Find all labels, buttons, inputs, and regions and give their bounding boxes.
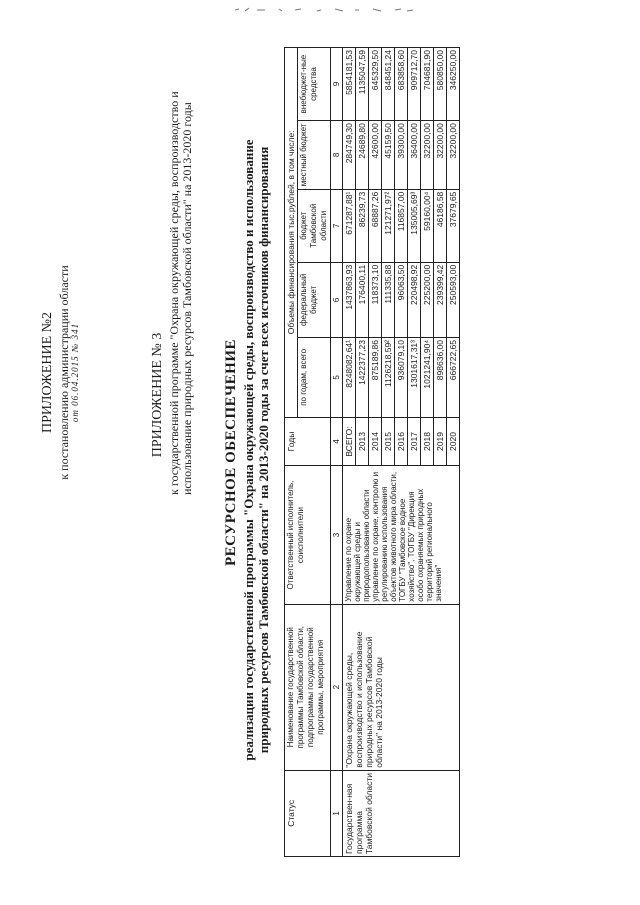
year-cell: 2013: [356, 417, 369, 466]
total-cell: 898636,00: [434, 338, 447, 418]
column-index: 2: [331, 604, 343, 770]
appendix-2-subtitle: к постановлению администрации области: [57, 265, 71, 480]
total-cell: 1126218,59²: [382, 338, 395, 418]
document-subtitle: реализации государственной программы "Охрана окружающей среды, воспроизводство и использование природных ресурсов Тамбовской области" на 2013-2020 годы за счет всех источников финансирования: [241, 139, 271, 761]
federal-cell: 250593,00: [447, 262, 460, 337]
extra-cell: 346250,00: [447, 48, 460, 121]
local-cell: 32200,00: [434, 121, 447, 190]
federal-cell: 118373,10: [369, 262, 382, 337]
extra-cell: 848451,24: [382, 48, 395, 121]
local-cell: 284749,30: [343, 121, 356, 190]
header-executor: Ответственный исполнитель, соисполнители: [285, 466, 331, 604]
total-cell: 8248082,64¹: [343, 338, 356, 418]
column-index: 4: [331, 417, 343, 466]
year-cell: 2019: [434, 417, 447, 466]
extra-cell: 1135047,59: [356, 48, 369, 121]
extra-cell: 683858,60: [395, 48, 408, 121]
regional-cell: 37679,65: [447, 189, 460, 262]
header-by-years: по годам, всего: [298, 338, 331, 418]
total-cell: 936079,10: [395, 338, 408, 418]
total-cell: 666722,65: [447, 338, 460, 418]
local-cell: 42600,00: [369, 121, 382, 190]
federal-cell: 225200,00: [421, 262, 434, 337]
document-title: РЕСУРСНОЕ ОБЕСПЕЧЕНИЕ: [223, 338, 239, 567]
column-index: 3: [331, 466, 343, 604]
year-cell: 2018: [421, 417, 434, 466]
appendix-3-text: к государственной программе "Охрана окружающей среды, воспроизводство и использование природных ресурсов Тамбовской области" на 2013-2020 годы: [167, 91, 194, 495]
regional-cell: 116857,00: [395, 189, 408, 262]
federal-cell: 239399,42: [434, 262, 447, 337]
local-cell: 39300,00: [395, 121, 408, 190]
column-index: 6: [331, 262, 343, 337]
header-years: Годы: [285, 417, 331, 466]
column-index: 5: [331, 338, 343, 418]
year-cell: ВСЕГО:: [343, 417, 356, 466]
regional-cell: 135005,69³: [408, 189, 421, 262]
column-index: 7: [331, 189, 343, 262]
extra-cell: 704681,90: [421, 48, 434, 121]
extra-cell: 580850,00: [434, 48, 447, 121]
regional-cell: 68887,26: [369, 189, 382, 262]
header-local: местный бюджет: [298, 121, 331, 190]
local-cell: 45159,50: [382, 121, 395, 190]
total-cell: 875189,86: [369, 338, 382, 418]
federal-cell: 111335,88: [382, 262, 395, 337]
total-cell: 1301617,31³: [408, 338, 421, 418]
regional-cell: 59160,00⁴: [421, 189, 434, 262]
year-cell: 2020: [447, 417, 460, 466]
column-index: 1: [331, 770, 343, 856]
federal-cell: 96063,50: [395, 262, 408, 337]
header-name: Наименование государственной программы Тамбовской области, подпрограммы государственной программы, мероприятия: [285, 604, 331, 770]
federal-cell: 220498,92: [408, 262, 421, 337]
header-regional: бюджет Тамбовской области: [298, 189, 331, 262]
local-cell: 24689,80: [356, 121, 369, 190]
table-row: [343, 48, 356, 857]
program-name-cell: "Охрана окружающей среды, воспроизводство и использование природных ресурсов Тамбовской области" на 2013-2020 годы: [343, 604, 460, 770]
regional-cell: 86239,73: [356, 189, 369, 262]
year-cell: 2016: [395, 417, 408, 466]
header-volumes: Объемы финансирования тыс.рублей, в том числе:: [285, 48, 298, 418]
appendix-3-label: ПРИЛОЖЕНИЕ № 3: [150, 332, 165, 458]
status-cell: Государствен-ная программа Тамбовской области: [343, 770, 460, 856]
resource-table: [284, 47, 460, 857]
local-cell: 32200,00: [421, 121, 434, 190]
extra-cell: 5854181,53: [343, 48, 356, 121]
regional-cell: 121271,97²: [382, 189, 395, 262]
local-cell: 36400,00: [408, 121, 421, 190]
header-status: Статус: [285, 770, 331, 856]
federal-cell: 1437863,93: [343, 262, 356, 337]
local-cell: 32200,00: [447, 121, 460, 190]
total-cell: 1021241,90⁴: [421, 338, 434, 418]
year-cell: 2017: [408, 417, 421, 466]
header-federal: федеральный бюджет: [298, 262, 331, 337]
total-cell: 1422377,23: [356, 338, 369, 418]
year-cell: 2014: [369, 417, 382, 466]
regional-cell: 671287,88¹: [343, 189, 356, 262]
executors-cell: Управление по охране окружающей среды и природопользованию области управление по охране, контролю и регулированию использования объектов животного мира области, ТОГБУ "Тамбовское водное хозяйство", ТОГБУ "Дирекция особо охраняемых природных территорий регионального значения": [343, 466, 460, 604]
column-index: 9: [331, 48, 343, 121]
year-cell: 2015: [382, 417, 395, 466]
column-index: 8: [331, 121, 343, 190]
regional-cell: 46186,58: [434, 189, 447, 262]
extra-cell: 909712,70: [408, 48, 421, 121]
extra-cell: 645329,50: [369, 48, 382, 121]
header-extra: внебюджет-ные средства: [298, 48, 331, 121]
appendix-2-label: ПРИЛОЖЕНИЕ №2: [40, 312, 55, 433]
decree-signature-line: от 06.04.2015 № 341: [70, 322, 80, 423]
federal-cell: 176400,11: [356, 262, 369, 337]
